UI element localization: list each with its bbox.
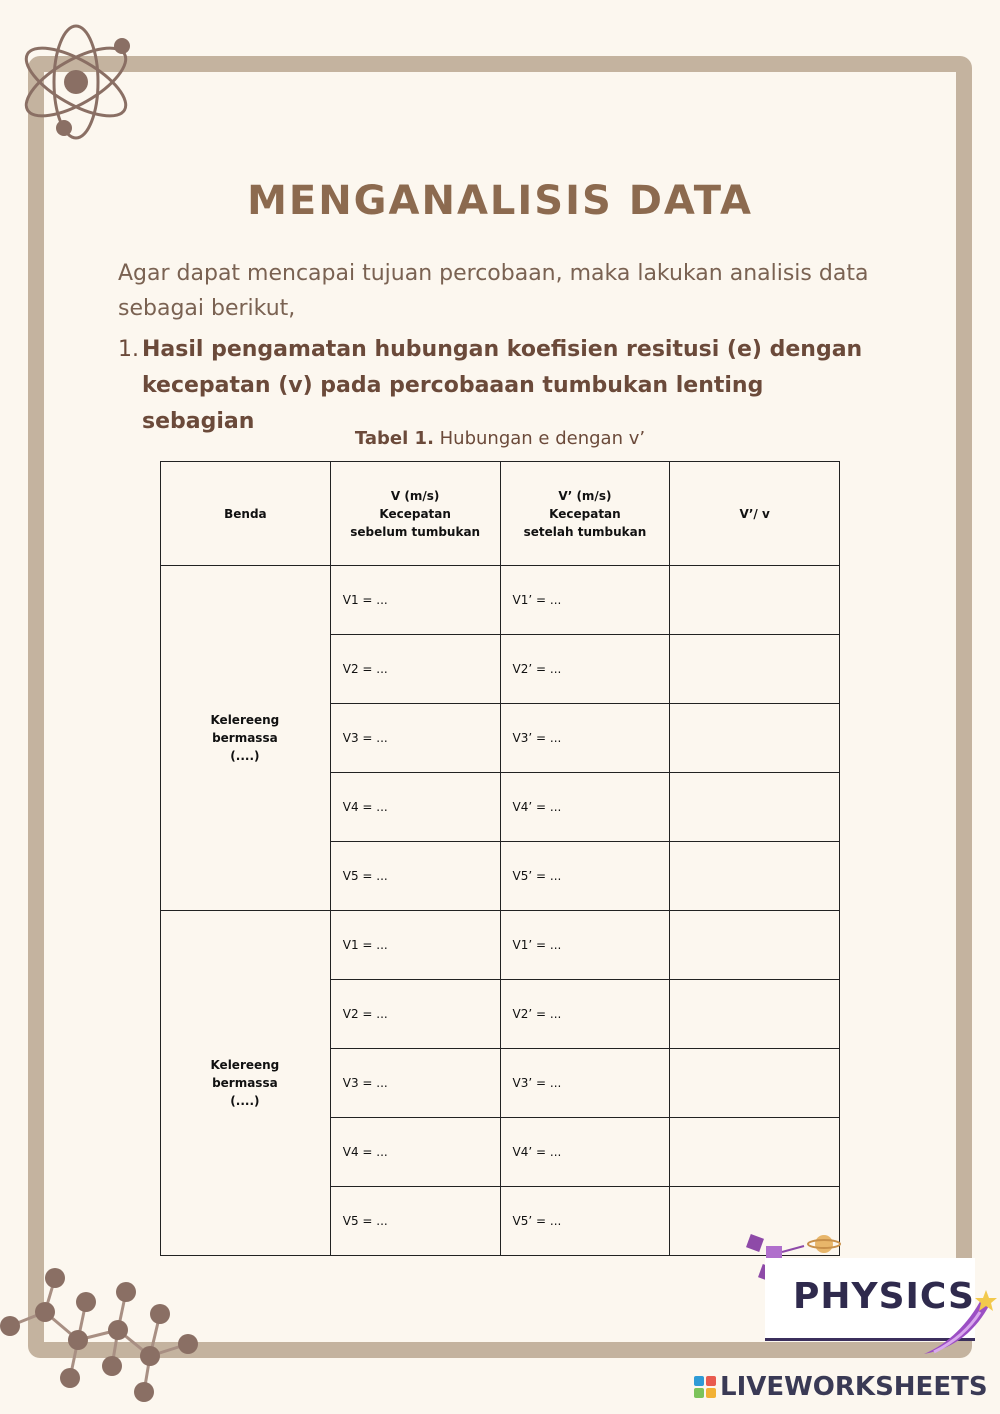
vp-cell: V1’ = ... xyxy=(500,911,670,980)
ratio-cell[interactable] xyxy=(670,566,840,635)
benda-line: (....) xyxy=(230,749,260,763)
header-vp-label: Kecepatan xyxy=(549,506,621,521)
vp-cell: V1’ = ... xyxy=(500,566,670,635)
table-row xyxy=(161,566,840,635)
numbered-item xyxy=(118,332,878,440)
v-cell: V1 = ... xyxy=(330,566,500,635)
ratio-cell[interactable] xyxy=(670,704,840,773)
table-caption xyxy=(0,428,1000,449)
header-v-label: Kecepatan xyxy=(379,506,451,521)
header-benda: Benda xyxy=(161,462,331,566)
header-v-desc: sebelum tumbukan xyxy=(350,524,481,539)
header-v xyxy=(330,462,500,566)
v-cell: V1 = ... xyxy=(330,911,500,980)
vp-cell: V4’ = ... xyxy=(500,1118,670,1187)
ratio-cell[interactable] xyxy=(670,773,840,842)
ratio-cell[interactable] xyxy=(670,635,840,704)
intro-text: Agar dapat mencapai tujuan percobaan, maka lakukan analisis data sebagai berikut, xyxy=(118,261,869,321)
table-row xyxy=(161,911,840,980)
physics-label: PHYSICS xyxy=(793,1276,975,1317)
vp-cell: V3’ = ... xyxy=(500,1049,670,1118)
benda-cell xyxy=(161,911,331,1256)
header-ratio: V’/ v xyxy=(670,462,840,566)
vp-cell: V5’ = ... xyxy=(500,842,670,911)
v-cell: V2 = ... xyxy=(330,635,500,704)
header-vp-unit: V’ (m/s) xyxy=(558,488,612,503)
v-cell: V5 = ... xyxy=(330,1187,500,1256)
ratio-cell[interactable] xyxy=(670,980,840,1049)
benda-line: Kelereeng xyxy=(210,713,280,727)
v-cell: V4 = ... xyxy=(330,1118,500,1187)
item-text: Hasil pengamatan hubungan koefisien resitusi (e) dengan kecepatan (v) pada percobaaan tumbukan lenting sebagian xyxy=(142,337,863,434)
header-vp-desc: setelah tumbukan xyxy=(523,524,647,539)
v-cell: V2 = ... xyxy=(330,980,500,1049)
header-vp xyxy=(500,462,670,566)
data-table xyxy=(160,461,840,1256)
comet-icon xyxy=(918,1284,1000,1358)
benda-line: bermassa xyxy=(212,731,278,745)
benda-cell xyxy=(161,566,331,911)
caption-label: Tabel 1. xyxy=(354,428,434,449)
molecule-icon xyxy=(0,1262,210,1412)
vp-cell: V2’ = ... xyxy=(500,980,670,1049)
table-header-row xyxy=(161,462,840,566)
vp-cell: V3’ = ... xyxy=(500,704,670,773)
page-title: MENGANALISIS DATA xyxy=(247,178,753,224)
ratio-cell[interactable] xyxy=(670,1118,840,1187)
benda-line: bermassa xyxy=(212,1076,278,1090)
vp-cell: V2’ = ... xyxy=(500,635,670,704)
ratio-cell[interactable] xyxy=(670,911,840,980)
v-cell: V3 = ... xyxy=(330,704,500,773)
vp-cell: V5’ = ... xyxy=(500,1187,670,1256)
item-number: 1. xyxy=(118,337,139,362)
benda-line: Kelereeng xyxy=(210,1058,280,1072)
brand-text: LIVEWORKSHEETS xyxy=(720,1372,988,1402)
liveworksheets-logo-icon xyxy=(694,1376,716,1398)
atom-icon xyxy=(14,22,144,144)
v-cell: V5 = ... xyxy=(330,842,500,911)
vp-cell: V4’ = ... xyxy=(500,773,670,842)
ratio-cell[interactable] xyxy=(670,842,840,911)
v-cell: V3 = ... xyxy=(330,1049,500,1118)
brand-logo xyxy=(694,1372,988,1402)
header-v-unit: V (m/s) xyxy=(390,488,440,503)
caption-text: Hubungan e dengan v’ xyxy=(439,428,646,449)
v-cell: V4 = ... xyxy=(330,773,500,842)
ratio-cell[interactable] xyxy=(670,1049,840,1118)
benda-line: (....) xyxy=(230,1094,260,1108)
